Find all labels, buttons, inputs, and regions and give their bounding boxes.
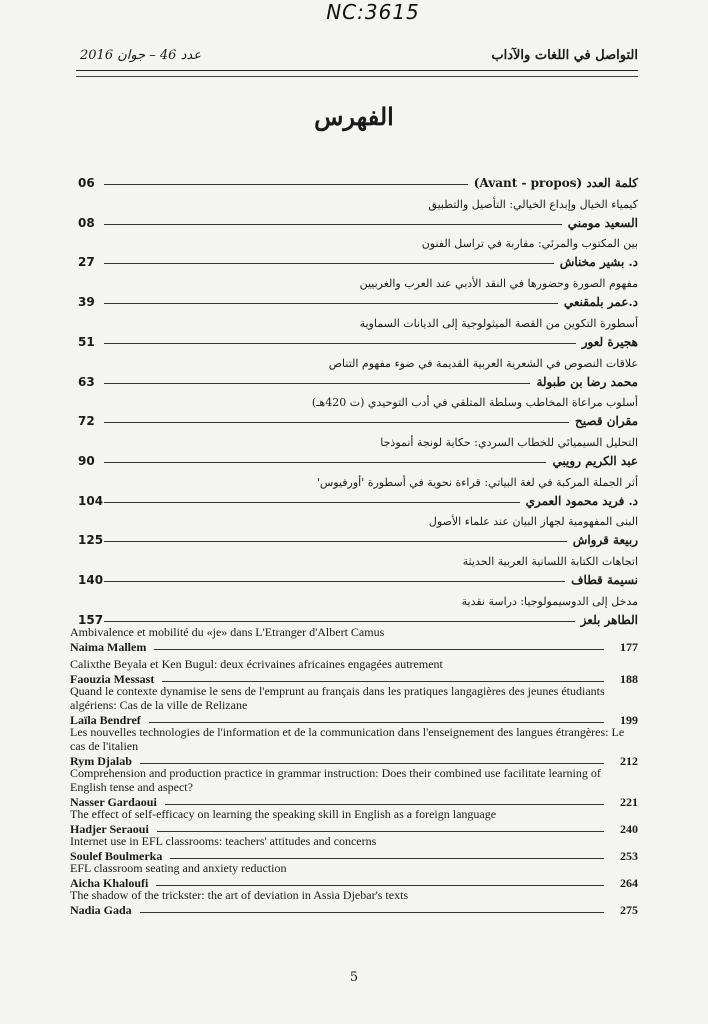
leader-line [162, 681, 604, 682]
leader-line [149, 722, 604, 723]
leader-line [104, 303, 558, 304]
entry-line [78, 216, 638, 232]
entry-title: Internet use in EFL classrooms: teachers' attitudes and concerns [70, 834, 377, 848]
entry-author: السعيد مومني [567, 215, 638, 230]
foreign-toc-entry[interactable] [70, 766, 638, 810]
entry-title: مفهوم الصورة وحضورها في النقد الأدبي عند العرب والغربيين [359, 277, 638, 291]
entry-line [78, 494, 638, 510]
leader-line [104, 263, 554, 264]
leader-line [104, 224, 562, 225]
entry-line [70, 903, 638, 918]
entry-title: أثر الجملة المركبة في لغة البياتي: قراءة نحوية في أسطورة 'أورفيوس' [316, 475, 638, 489]
entry-line [78, 533, 638, 549]
entry-author: كلمة العدد (Avant - propos) [473, 176, 638, 190]
entry-title: بين المكتوب والمرئي: مقاربة في تراسل الفنون [421, 237, 638, 251]
entry-author: Rym Djalab [70, 754, 132, 768]
page-number-ref: 39 [78, 295, 95, 310]
entry-author: Nadia Gada [70, 903, 132, 917]
entry-author: هجيرة لعور [581, 334, 638, 349]
leader-line [170, 858, 604, 859]
entry-author: Faouzia Messast [70, 672, 155, 686]
page-number-ref: 188 [620, 672, 638, 686]
page-number-ref: 125 [78, 533, 104, 548]
page-number-ref: 157 [78, 612, 104, 627]
entry-title: أسطورة التكوين من القصة الميثولوجية إلى الديانات السماوية [359, 316, 638, 330]
entry-line [78, 335, 638, 351]
page-number-ref: 221 [620, 795, 638, 809]
page-number-ref: 90 [78, 453, 95, 468]
entry-line [78, 414, 638, 430]
page-number-ref: 253 [620, 849, 638, 863]
entry-title: Les nouvelles technologies de l'information et de la communication dans l'enseignement des langues étrangères: Le cas de l'italien [70, 725, 625, 753]
leader-line [104, 541, 567, 542]
leader-line [104, 343, 576, 344]
journal-title: التواصل في اللغات والآداب [491, 48, 638, 63]
foreign-toc-entry[interactable] [70, 834, 638, 864]
page-number-ref: 240 [620, 822, 638, 836]
entry-title: التحليل السيميائي للخطاب السردي: حكاية لونجة أنموذجا [380, 435, 638, 449]
issue-info: عدد 46 – جوان 2016 [80, 48, 201, 63]
entry-title: Ambivalence et mobilité du «je» dans L'Etranger d'Albert Camus [70, 625, 385, 639]
entry-author: عبد الكريم رويبي [552, 453, 638, 468]
page-number-ref: 264 [620, 876, 638, 890]
page-number-ref: 275 [620, 903, 638, 917]
arabic-toc-entry[interactable] [78, 515, 638, 555]
entry-line [78, 454, 638, 470]
entry-author: الطاهر بلعز [580, 612, 638, 627]
foreign-toc-entry[interactable] [70, 725, 638, 769]
leader-line [140, 912, 604, 913]
page-number-ref: 199 [620, 713, 638, 727]
arabic-toc-entry[interactable] [78, 436, 638, 476]
leader-line [104, 462, 546, 463]
arabic-toc-entry[interactable] [78, 277, 638, 317]
page-number-ref: 27 [78, 255, 95, 270]
entry-author: Naima Mallem [70, 640, 147, 654]
entry-author: محمد رضا بن طبولة [536, 374, 638, 389]
header-rule [76, 76, 638, 77]
entry-title: The shadow of the trickster: the art of deviation in Assia Djebar's texts [70, 888, 409, 902]
entry-title: Calixthe Beyala et Ken Bugul: deux écrivaines africaines engagées autrement [70, 657, 443, 671]
entry-title: اتجاهات الكتابة اللسانية العربية الحديثة [462, 555, 638, 568]
page-number-ref: 06 [78, 176, 95, 190]
page-number-ref: 140 [78, 573, 104, 587]
page-number: 5 [349, 970, 359, 985]
entry-line [78, 573, 638, 589]
page-number-ref: 177 [620, 640, 638, 654]
leader-line [104, 621, 575, 622]
entry-title: كيمياء الخيال وإبداع الخيالي: التأصيل والتطبيق [428, 197, 638, 211]
entry-author: د. فريد محمود العمري [525, 493, 638, 508]
leader-line [154, 649, 604, 650]
entry-author: Laïla Bendref [70, 713, 141, 727]
entry-author: نسيمة قطاف [571, 573, 638, 587]
leader-line [104, 502, 520, 503]
entry-title: The effect of self-efficacy on learning the speaking skill in English as a foreign language [70, 807, 497, 821]
arabic-toc-entry[interactable] [78, 237, 638, 277]
arabic-toc-entry[interactable] [78, 555, 638, 595]
leader-line [104, 422, 569, 423]
foreign-toc-entry[interactable] [70, 807, 638, 837]
entry-title: مدخل إلى الدوسيمولوجيا: دراسة نقدية [461, 594, 638, 608]
entry-line [78, 176, 638, 192]
archive-stamp: NC:3615 [326, 0, 420, 24]
arabic-toc-entry[interactable] [78, 158, 638, 198]
toc-title: الفهرس [314, 102, 394, 131]
entry-title: البنى المفهومية لجهاز البيان عند علماء الأصول [428, 515, 638, 529]
entry-title: علاقات النصوص في الشعرية العربية القديمة في ضوء مفهوم التناص [328, 356, 638, 370]
entry-line [78, 295, 638, 311]
entry-author: مقران قصيح [575, 414, 638, 429]
leader-line [104, 184, 468, 185]
entry-line [78, 375, 638, 391]
arabic-toc-entry[interactable] [78, 198, 638, 238]
foreign-toc-entry[interactable] [70, 861, 638, 891]
arabic-toc-entry[interactable] [78, 396, 638, 436]
foreign-toc-entry[interactable] [70, 888, 638, 918]
entry-title: Comprehension and production practice in grammar instruction: Does their combined use facilitate learning of English tense and aspect? [70, 766, 601, 794]
entry-title: EFL classroom seating and anxiety reduction [70, 861, 287, 875]
entry-author: Aicha Khaloufi [70, 876, 149, 890]
entry-author: د.عمر بلمقنعي [563, 295, 638, 310]
entry-title: Quand le contexte dynamise le sens de l'emprunt au français dans les pratiques langagières des jeunes étudiants algériens: Cas de la ville de Relizane [70, 684, 605, 712]
entry-author: ربيعة قرواش [572, 533, 638, 548]
leader-line [104, 581, 565, 582]
running-header [76, 48, 638, 71]
foreign-toc-entry[interactable] [70, 657, 638, 687]
arabic-toc-entry[interactable] [78, 357, 638, 397]
page-number-ref: 212 [620, 754, 638, 768]
foreign-toc-entry[interactable] [70, 684, 638, 728]
entry-author: Soulef Boulmerka [70, 849, 163, 863]
entry-author: Nasser Gardaoui [70, 795, 157, 809]
leader-line [104, 383, 530, 384]
leader-line [165, 804, 604, 805]
leader-line [156, 885, 604, 886]
leader-line [140, 763, 604, 764]
entry-line [78, 255, 638, 271]
page-number-ref: 104 [78, 493, 104, 508]
entry-line [70, 640, 638, 655]
arabic-toc-entry[interactable] [78, 317, 638, 357]
page-number-ref: 72 [78, 414, 95, 429]
page-number-ref: 63 [78, 374, 95, 389]
entry-title: أسلوب مراعاة المخاطب وسلطة المتلقي في أدب التوحيدي (ت 420هـ) [311, 396, 638, 410]
entry-author: Hadjer Seraoui [70, 822, 149, 836]
leader-line [157, 831, 604, 832]
entry-author: د. بشير مخناش [559, 255, 638, 270]
foreign-toc-entry[interactable] [70, 625, 638, 655]
page-number-ref: 51 [78, 334, 95, 349]
page-number-ref: 08 [78, 215, 95, 230]
arabic-toc-entry[interactable] [78, 476, 638, 516]
